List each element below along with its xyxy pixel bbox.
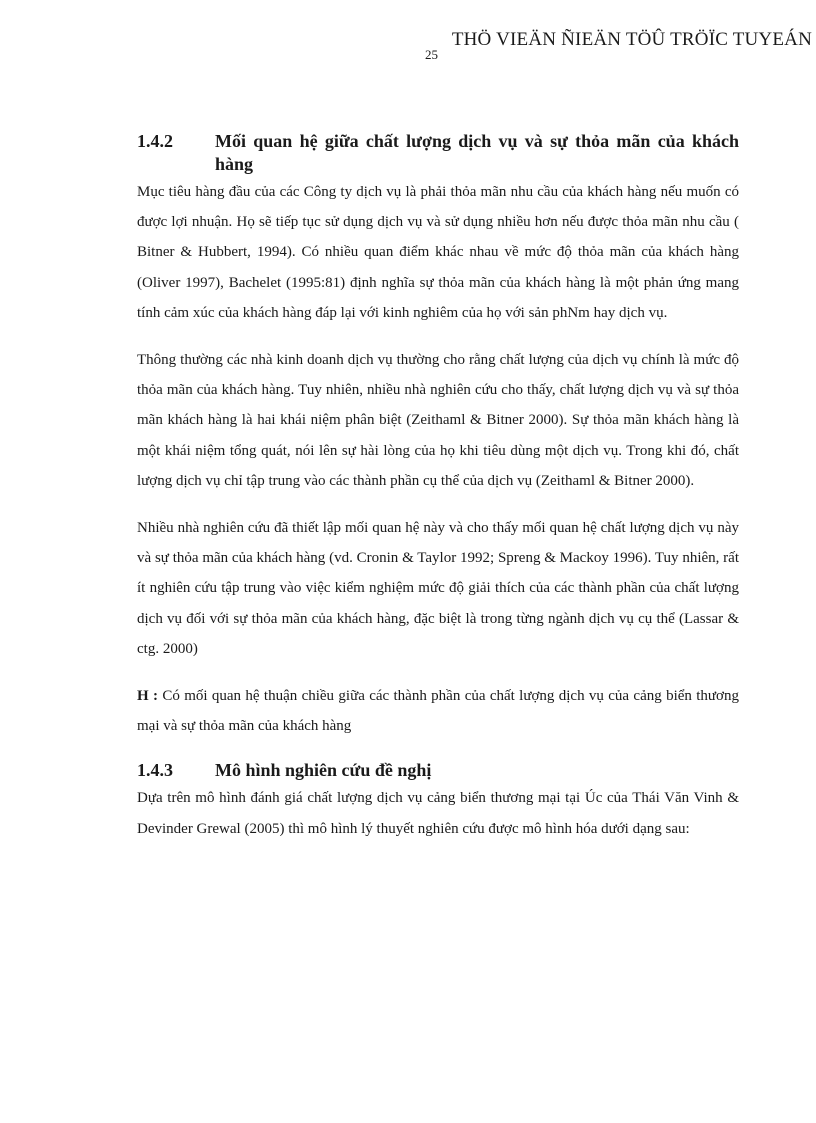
section-heading-1-4-2: [137, 130, 739, 176]
paragraph-research-relationship: Nhiều nhà nghiên cứu đã thiết lập mối quan hệ này và cho thấy mối quan hệ chất lượng dịch vụ này và sự thỏa mãn của khách hàng (vd. Cronin & Taylor 1992; Spreng & Mackoy 1996). Tuy nhiên, rất ít nghiên cứu tập trung vào việc kiểm nghiệm mức độ giải thích của các thành phần của chất lượng dịch vụ đối với sự thỏa mãn của khách hàng, đặc biệt là trong từng ngành dịch vụ cụ thể (Lassar & ctg. 2000): [137, 520, 739, 657]
library-watermark: THÖ VIEÄN ÑIEÄN TÖÛ TRÖÏC TUYEÁN: [451, 29, 812, 50]
hypothesis-label: H :: [137, 688, 159, 705]
hypothesis-paragraph: [137, 681, 739, 741]
page-number: 25: [425, 47, 438, 62]
paragraph-customer-satisfaction: Mục tiêu hàng đầu của các Công ty dịch vụ là phải thỏa mãn nhu cầu của khách hàng nếu muốn có được lợi nhuận. Họ sẽ tiếp tục sử dụng dịch vụ và sử dụng nhiều hơn nếu được thỏa mãn nhu cầu ( Bitner & Hubbert, 1994). Có nhiều quan điểm khác nhau về mức độ thỏa mãn của khách hàng (Oliver 1997), Bachelet (1995:81) định nghĩa sự thỏa mãn của khách hàng là một phản ứng mang tính cảm xúc của khách hàng đáp lại với kinh nghiêm của họ với sản phNm hay dịch vụ.: [137, 184, 739, 321]
section-title: Mối quan hệ giữa chất lượng dịch vụ và sự thỏa mãn của khách hàng: [215, 131, 739, 174]
section-number: 1.4.3: [137, 760, 173, 781]
hypothesis-text: Có mối quan hệ thuận chiều giữa các thành phần của chất lượng dịch vụ của cảng biển thương mại và sự thỏa mãn của khách hàng: [137, 688, 739, 735]
paragraph-proposed-model: Dựa trên mô hình đánh giá chất lượng dịch vụ cảng biển thương mại tại Úc của Thái Văn Vinh & Devinder Grewal (2005) thì mô hình lý thuyết nghiên cứu được mô hình hóa dưới dạng sau:: [137, 790, 739, 837]
page-content: [137, 130, 739, 844]
section-heading-1-4-3: [137, 759, 739, 782]
section-number: 1.4.2: [137, 131, 173, 151]
section-title: Mô hình nghiên cứu đề nghị: [215, 760, 432, 781]
paragraph-quality-vs-satisfaction: Thông thường các nhà kinh doanh dịch vụ thường cho rằng chất lượng của dịch vụ chính là mức độ thỏa mãn của khách hàng. Tuy nhiên, nhiều nhà nghiên cứu cho thấy, chất lượng dịch vụ và sự thỏa mãn khách hàng là hai khái niệm phân biệt (Zeithaml & Bitner 2000). Sự thỏa mãn khách hàng là một khái niệm tổng quát, nói lên sự hài lòng của họ khi tiêu dùng một dịch vụ. Trong khi đó, chất lượng dịch vụ chỉ tập trung vào các thành phần cụ thể của dịch vụ (Zeithaml & Bitner 2000).: [137, 352, 739, 489]
